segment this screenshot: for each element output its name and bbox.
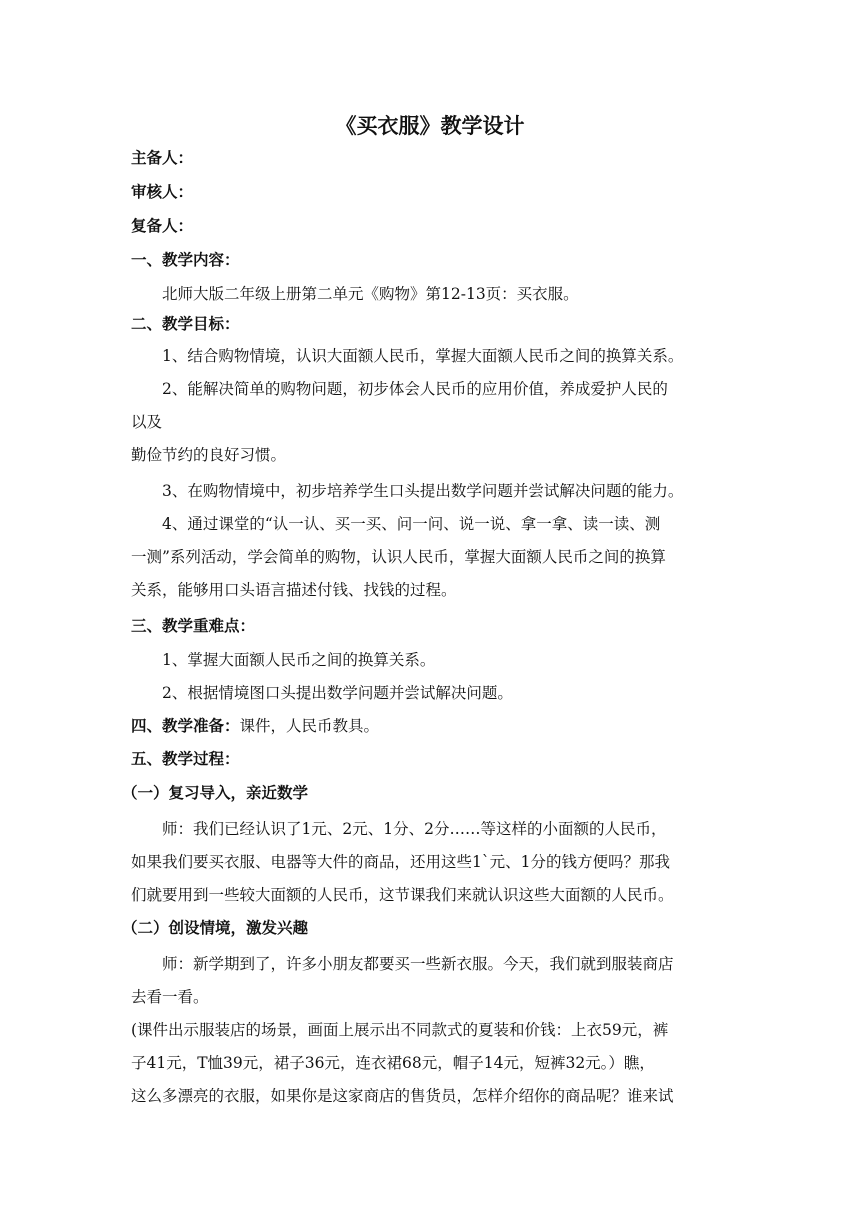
- goal-4-line-2: 一测”系列活动，学会简单的购物，认识人民币，掌握大面额人民币之间的换算: [131, 548, 666, 566]
- step-2-heading: （二）创设情境，激发兴趣: [122, 919, 309, 937]
- reviewer-label: 审核人：: [131, 183, 194, 201]
- preparation-line: [131, 715, 731, 737]
- content-text: 北师大版二年级上册第二单元《购物》第12-13页：买衣服。: [162, 285, 579, 303]
- preparation-text: 课件，人民币教具。: [239, 717, 380, 735]
- goal-4-line-3: 关系，能够用口头语言描述付钱、找钱的过程。: [131, 581, 457, 599]
- goal-3: 3、在购物情境中，初步培养学生口头提出数学问题并尝试解决问题的能力。: [162, 482, 684, 500]
- key-point-1: 1、掌握大面额人民币之间的换算关系。: [162, 651, 436, 669]
- backup-preparer-label: 复备人：: [131, 217, 194, 235]
- key-point-2: 2、根据情境图口头提出数学问题并尝试解决问题。: [162, 684, 513, 702]
- goals-heading: 二、教学目标：: [131, 315, 240, 333]
- document-title: 《买衣服》教学设计: [335, 114, 525, 138]
- key-points-heading: 三、教学重难点：: [131, 617, 256, 635]
- lead-preparer-label: 主备人：: [131, 149, 194, 167]
- goal-1: 1、结合购物情境，认识大面额人民币，掌握大面额人民币之间的换算关系。: [162, 347, 684, 365]
- content-heading: 一、教学内容：: [131, 251, 240, 269]
- step-1-line-2: 如果我们要买衣服、电器等大件的商品，还用这些1`元、1分的钱方便吗？那我: [131, 853, 670, 871]
- step-1-line-1: 师：我们已经认识了1元、2元、1分、2分……等这样的小面额的人民币，: [162, 820, 667, 838]
- step-2-line-4: 子41元，T恤39元，裙子36元，连衣裙68元，帽子14元，短裤32元。）瞧，: [131, 1054, 655, 1072]
- goal-2-line-1: 2、能解决简单的购物问题，初步体会人民币的应用价值，养成爱护人民的: [162, 380, 668, 398]
- step-2-line-5: 这么多漂亮的衣服，如果你是这家商店的售货员，怎样介绍你的商品呢？谁来试: [131, 1087, 674, 1105]
- goal-2-line-2: 以及: [131, 413, 163, 431]
- goal-2-line-3: 勤俭节约的良好习惯。: [131, 446, 287, 464]
- preparation-heading: 四、教学准备：: [131, 717, 240, 735]
- goal-4-line-1: 4、通过课堂的“认一认、买一买、问一问、说一说、拿一拿、读一读、测: [162, 515, 661, 533]
- step-1-line-3: 们就要用到一些较大面额的人民币，这节课我们来就认识这些大面额的人民币。: [131, 886, 674, 904]
- process-heading: 五、教学过程：: [131, 750, 240, 768]
- step-2-line-3: (课件出示服装店的场景，画面上展示出不同款式的夏装和价钱：上衣59元，裤: [131, 1021, 669, 1039]
- step-2-line-2: 去看一看。: [131, 988, 209, 1006]
- step-1-heading: （一）复习导入，亲近数学: [122, 784, 309, 802]
- step-2-line-1: 师：新学期到了，许多小朋友都要买一些新衣服。今天，我们就到服装商店: [162, 955, 674, 973]
